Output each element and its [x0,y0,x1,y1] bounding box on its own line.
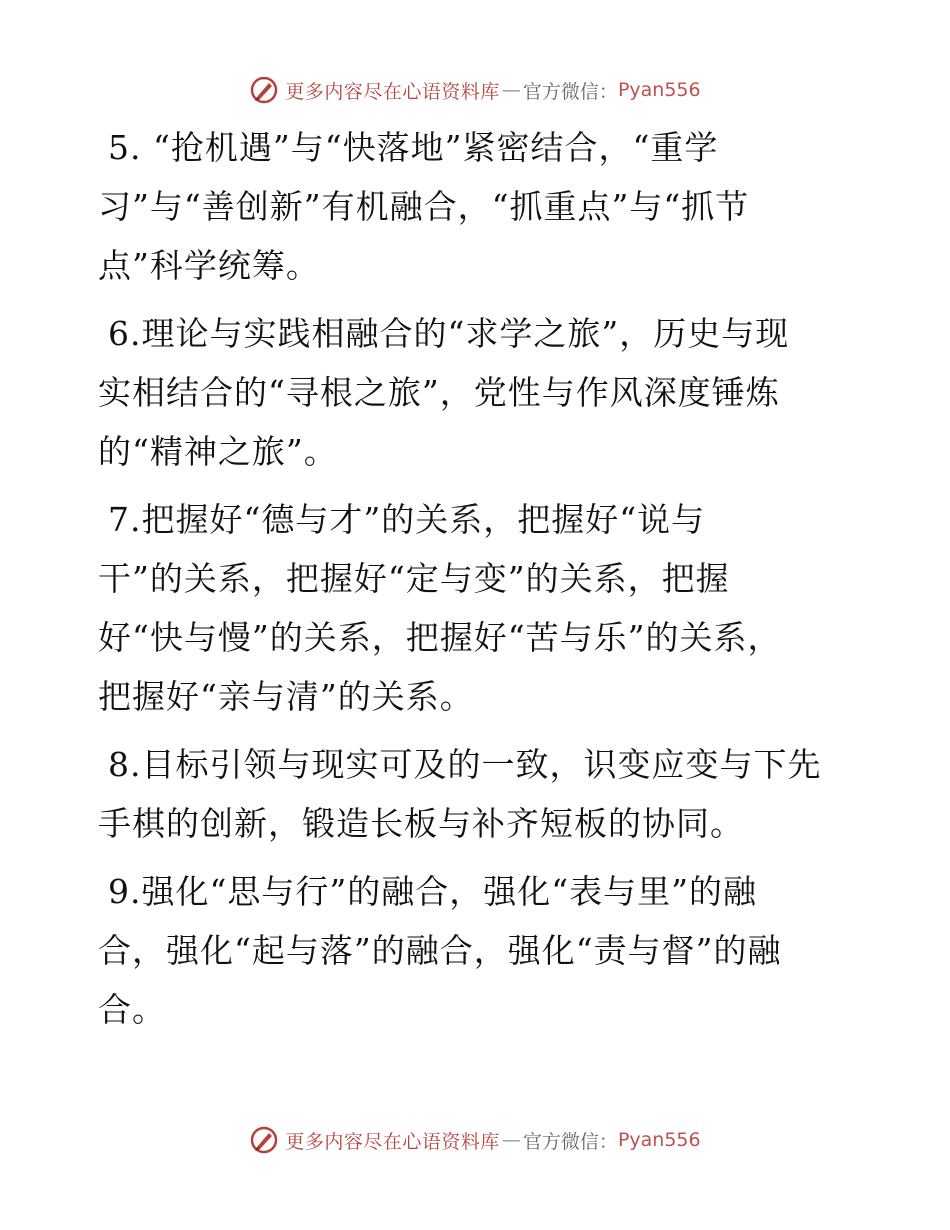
paragraph-5 [98,118,858,295]
paragraph-line: 点”科学统筹。 [98,246,320,285]
paragraph-line: 6.理论与实践相融合的“求学之旅”，历史与现 [108,314,790,353]
paragraph-6 [98,304,858,481]
paragraph-line: 好“快与慢”的关系，把握好“苦与乐”的关系， [98,618,782,657]
banner-text: 更多内容尽在心语资料库 [285,80,500,103]
paragraph-8 [98,735,858,853]
paragraph-line: 手棋的创新，锻造长板与补齐短板的协同。 [98,804,744,843]
paragraph-line: 干”的关系，把握好“定与变”的关系，把握 [98,559,730,598]
paragraph-line: 实相结合的“寻根之旅”，党性与作风深度锤炼 [98,373,780,412]
footer-banner [0,1120,950,1160]
paragraph-line: 5. “抢机遇”与“快落地”紧密结合，“重学 [108,128,719,167]
paragraph-line: 合，强化“起与落”的融合，强化“责与督”的融 [98,931,782,970]
banner-wechat-id: Pyan556 [617,1129,701,1151]
paragraph-line: 7.把握好“德与才”的关系，把握好“说与 [108,500,706,539]
paragraph-line: 习”与“善创新”有机融合，“抓重点”与“抓节 [98,187,750,226]
banner-label: 官方微信： [522,80,618,103]
banner-label: 官方微信： [522,1130,618,1153]
paragraph-line: 的“精神之旅”。 [98,432,338,471]
paragraph-line: 8.目标引领与现实可及的一致，识变应变与下先 [108,745,822,784]
pen-logo-icon [249,1125,279,1155]
header-banner [0,70,950,110]
pen-logo-icon [249,75,279,105]
document-body [98,118,858,1048]
banner-wechat-id: Pyan556 [617,79,701,101]
paragraph-9 [98,862,858,1039]
paragraph-line: 合。 [98,990,166,1029]
paragraph-line: 9.强化“思与行”的融合，强化“表与里”的融 [108,872,757,911]
paragraph-line: 把握好“亲与清”的关系。 [98,677,474,716]
banner-separator: — [501,79,521,101]
paragraph-7 [98,490,858,726]
banner-text: 更多内容尽在心语资料库 [285,1130,500,1153]
banner-separator: — [501,1129,521,1151]
